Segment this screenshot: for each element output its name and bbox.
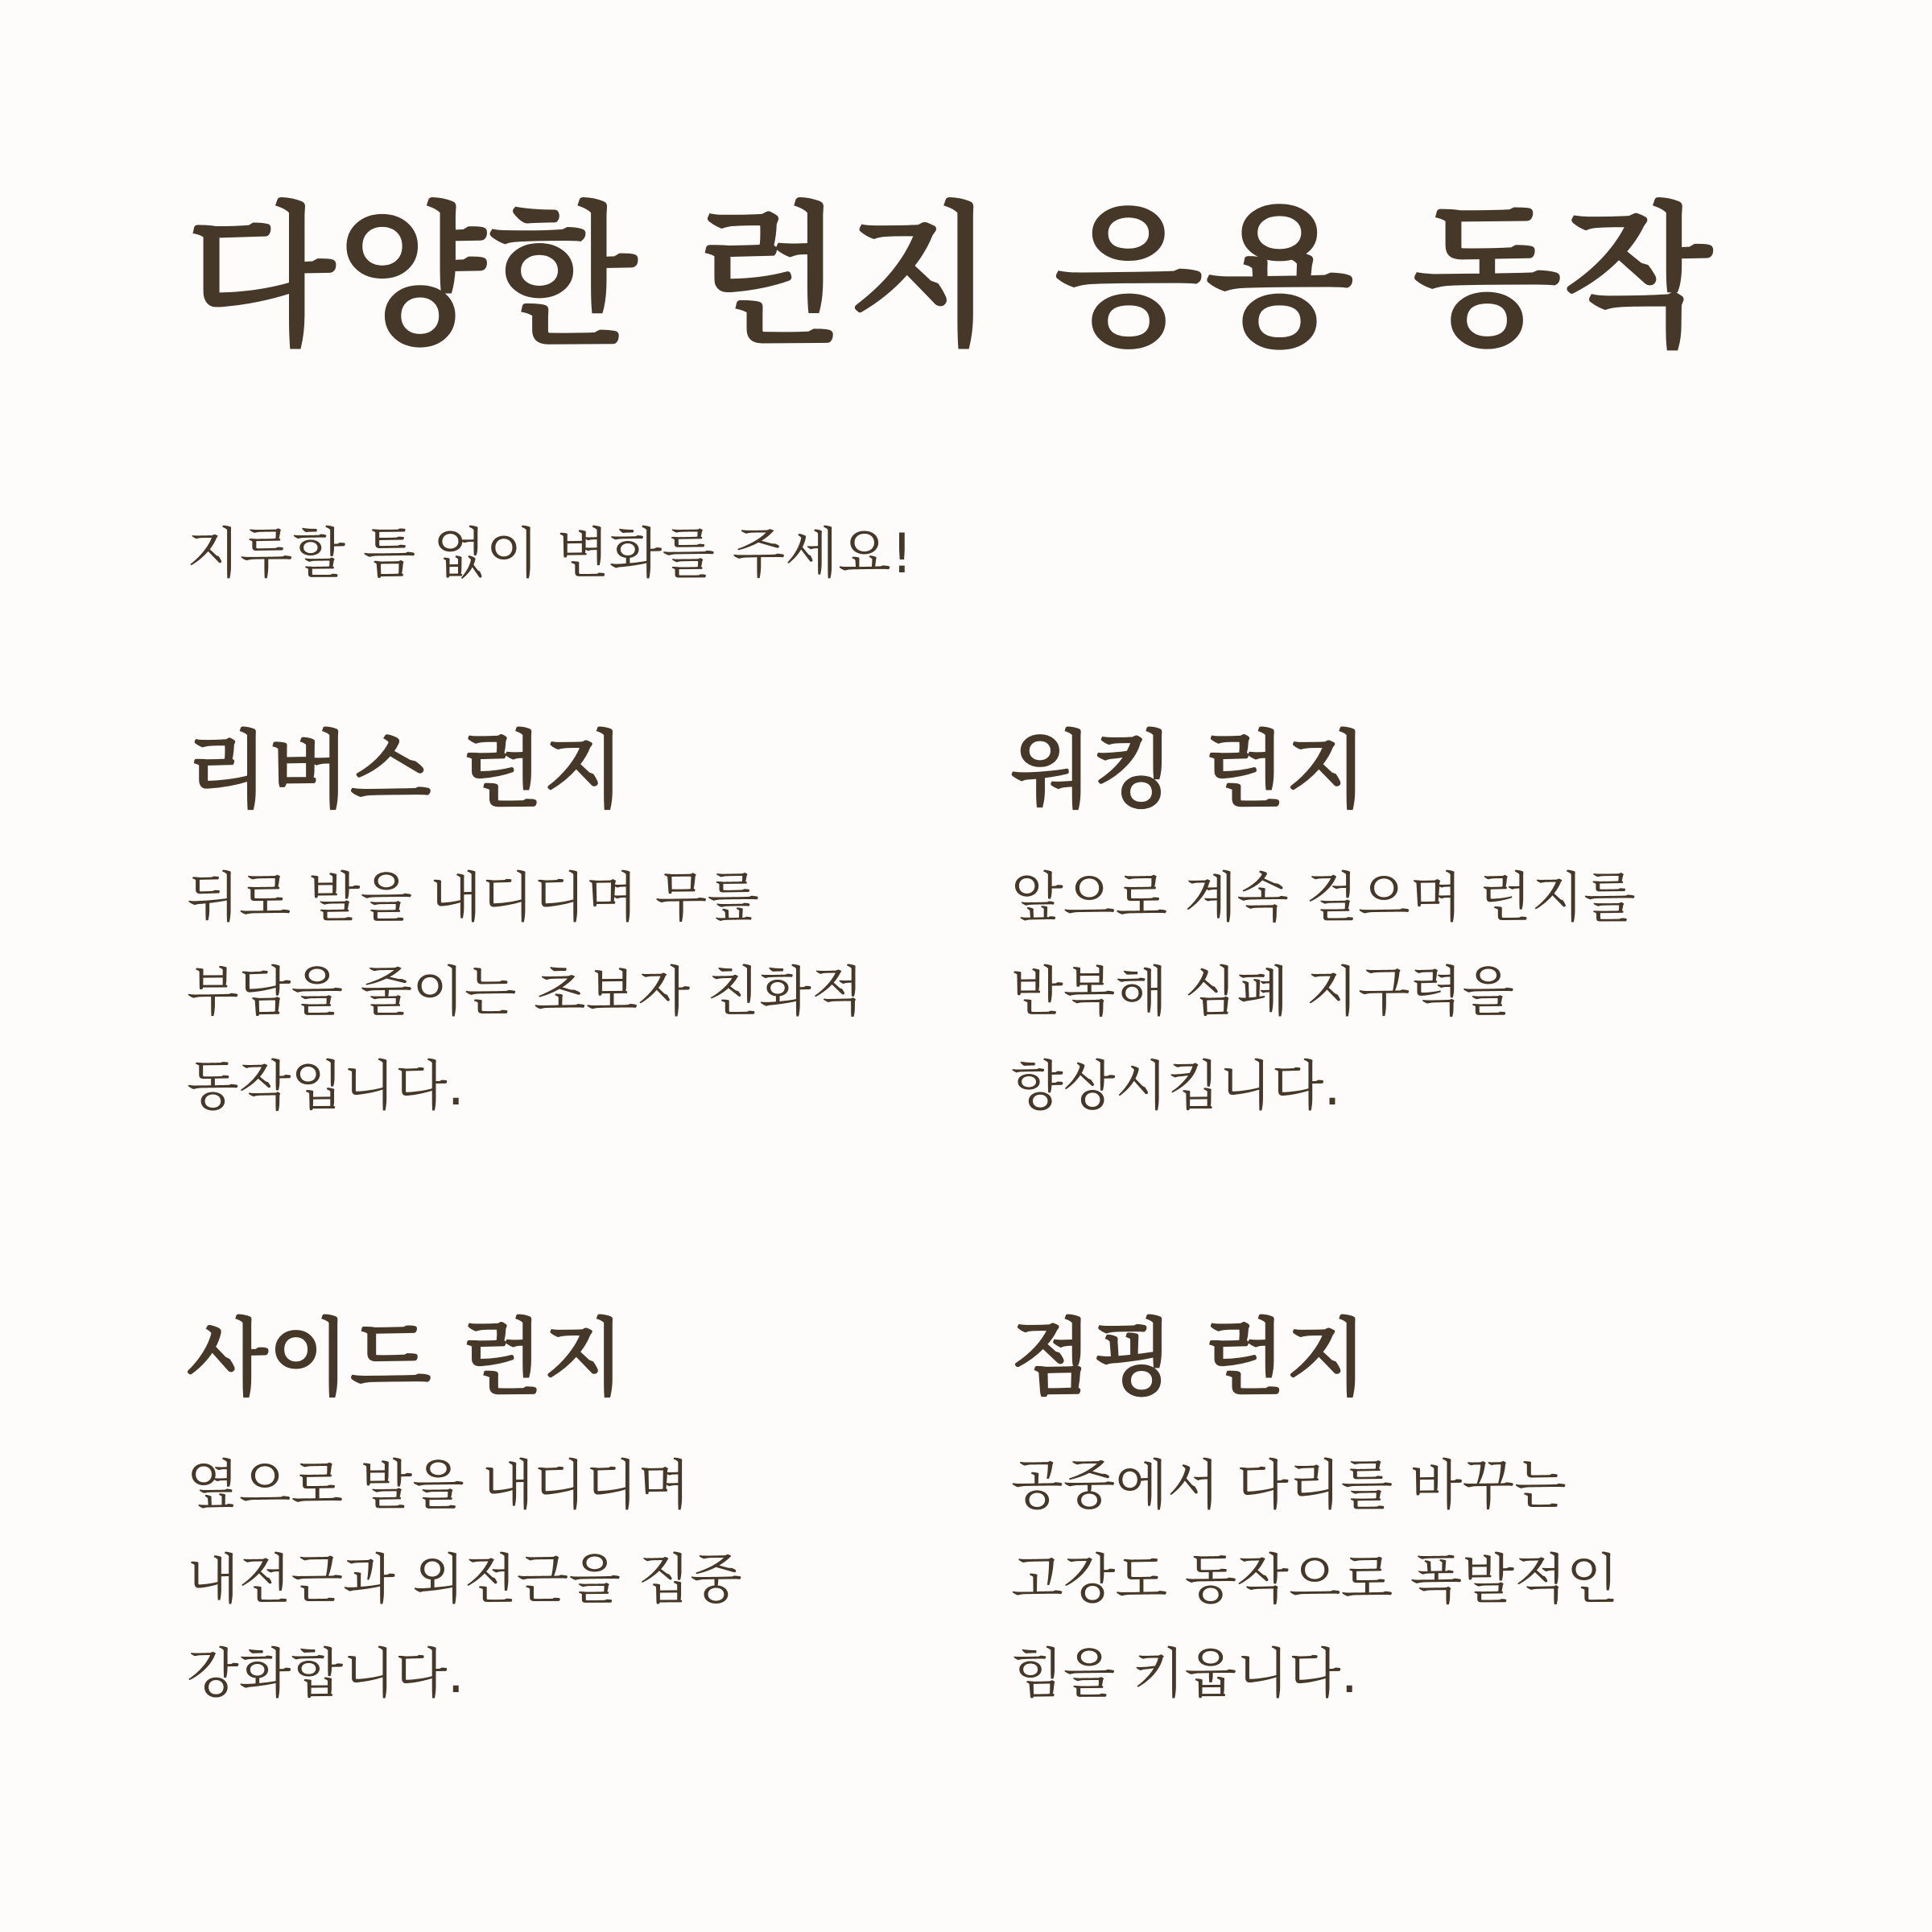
card-walking-lunge — [1011, 721, 1736, 1133]
card-description: 앞으로 계속 걸으며 런지를 반복해 심폐 지구력을 향상시킵니다. — [1011, 866, 1636, 1117]
page-title: 다양한 런지 응용 동작 — [187, 188, 1715, 366]
card-title: 리버스 런지 — [187, 721, 625, 819]
card-title: 워킹 런지 — [1011, 721, 1368, 819]
card-reverse-lunge — [187, 721, 911, 1133]
card-description: 뒤로 발을 내디디며 무릎 부담을 줄이는 초보자 친화적 동작입니다. — [187, 866, 864, 1117]
card-title: 사이드 런지 — [187, 1309, 625, 1407]
card-title: 점핑 런지 — [1011, 1309, 1368, 1407]
card-description: 옆으로 발을 내디디며 내전근과 외전근을 집중 강화합니다. — [187, 1454, 742, 1705]
page-subtitle: 지루할 틈 없이 변화를 주세요! — [187, 522, 913, 586]
card-side-lunge — [187, 1309, 911, 1721]
card-jumping-lunge — [1011, 1309, 1736, 1721]
card-description: 공중에서 다리를 바꾸는 고강도 동작으로 폭발적인 힘을 키웁니다. — [1011, 1454, 1619, 1705]
